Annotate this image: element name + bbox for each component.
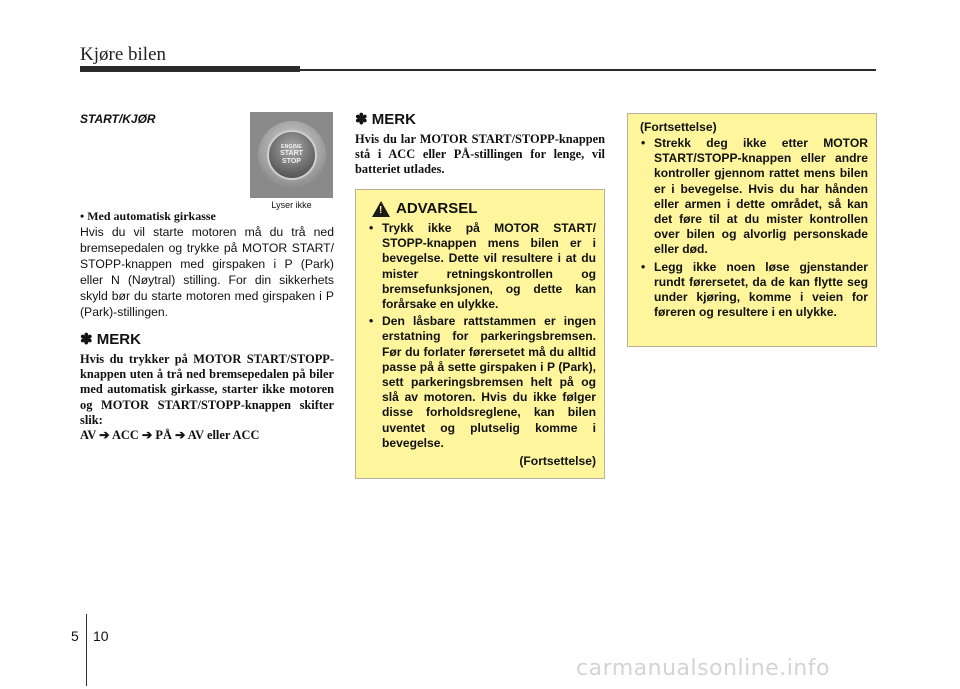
warning-item: • Den låsbare rattstammen er ingen erstatning for parkeringsbremsen. Før du forlater førersetet må du alltid passe på å sette girspaken i P (Park), sett parkeringsbremsen helt på og slå av motoren. Hvis du ikke følger disse forholdsreglene, kan bilen uventet og plutselig komme i bevegelse.	[366, 314, 596, 451]
note-block-1	[80, 330, 334, 443]
header-rule-thick	[80, 66, 300, 72]
warning-continued-box	[627, 113, 877, 347]
warning-title-row	[372, 200, 596, 217]
warning-list	[366, 221, 596, 451]
start-paragraph: Hvis du vil starte motoren må du trå ned bremsepedalen og trykke på MOTOR START/ STOPP-knappen med girspaken i P (Park) eller N (Nøytral) stilling. For din sikkerhets skyld bør du starte motoren med girspaken i P (Park)-stillingen.	[80, 225, 334, 319]
continued-heading: (Fortsettelse)	[640, 120, 717, 134]
start-stop-button-icon	[258, 121, 326, 189]
continued-item: • Legg ikke noen løse gjenstander rundt førersetet, da de kan flytte seg under kjøring, komme i veien for føreren og resultere i en ulykke.	[638, 260, 868, 321]
section-heading: START/KJØR	[80, 112, 156, 126]
footer-section-number: 5	[71, 628, 79, 644]
button-label-stop: STOP	[282, 157, 301, 165]
note-body-1-text: Hvis du trykker på MOTOR START/STOPP-knappen uten å trå ned bremsepedalen på biler med automatisk girkasse, starter ikke motoren og MOTOR START/STOPP-knappen skifter slik:	[80, 352, 334, 427]
start-button-photo	[250, 112, 333, 211]
photo-image	[250, 112, 333, 198]
page-header-title: Kjøre bilen	[80, 44, 167, 65]
note-heading-1: ✽ MERK	[80, 331, 141, 348]
start-stop-button-face	[267, 130, 317, 180]
continued-list	[638, 136, 868, 320]
bullet-label-automatic: • Med automatisk girkasse	[80, 209, 216, 223]
button-label-engine: ENGINE	[281, 144, 302, 151]
header-rule-thin	[300, 69, 876, 71]
warning-triangle-icon: !	[372, 201, 390, 217]
warning-title: ADVARSEL	[396, 200, 478, 217]
warning-item: • Trykk ikke på MOTOR START/ STOPP-knappen mens bilen er i bevegelse. Dette vil resultere i at du mister retningskontrollen og bremsefunksjonen, og dette kan forårsake en ulykke.	[366, 221, 596, 312]
continued-item: • Strekk deg ikke etter MOTOR START/STOPP-knappen eller andre kontroller gjennom rattet mens bilen er i bevegelse. Hvis du har hånden eller armen i dette området, så kan det føre til at du mister kontrollen over bilen og alvorlig personskade eller død.	[638, 136, 868, 258]
button-label-start: START	[280, 150, 303, 158]
warning-continued: (Fortsettelse)	[519, 454, 596, 469]
note-sequence: AV ➔ ACC ➔ PÅ ➔ AV eller ACC	[80, 428, 260, 443]
note-heading-2: ✽ MERK	[355, 111, 416, 128]
footer-page-number: 10	[93, 628, 109, 644]
note-block-2	[355, 110, 605, 178]
footer-divider	[86, 614, 87, 686]
note-body-1	[80, 352, 334, 443]
warning-box	[355, 189, 605, 479]
photo-caption: Lyser ikke	[271, 200, 312, 210]
note-body-2: Hvis du lar MOTOR START/STOPP-knappen stå i ACC eller PÅ-stillingen for lenge, vil batteriet utlades.	[355, 132, 605, 177]
watermark: carmanualsonline.info	[576, 656, 830, 681]
